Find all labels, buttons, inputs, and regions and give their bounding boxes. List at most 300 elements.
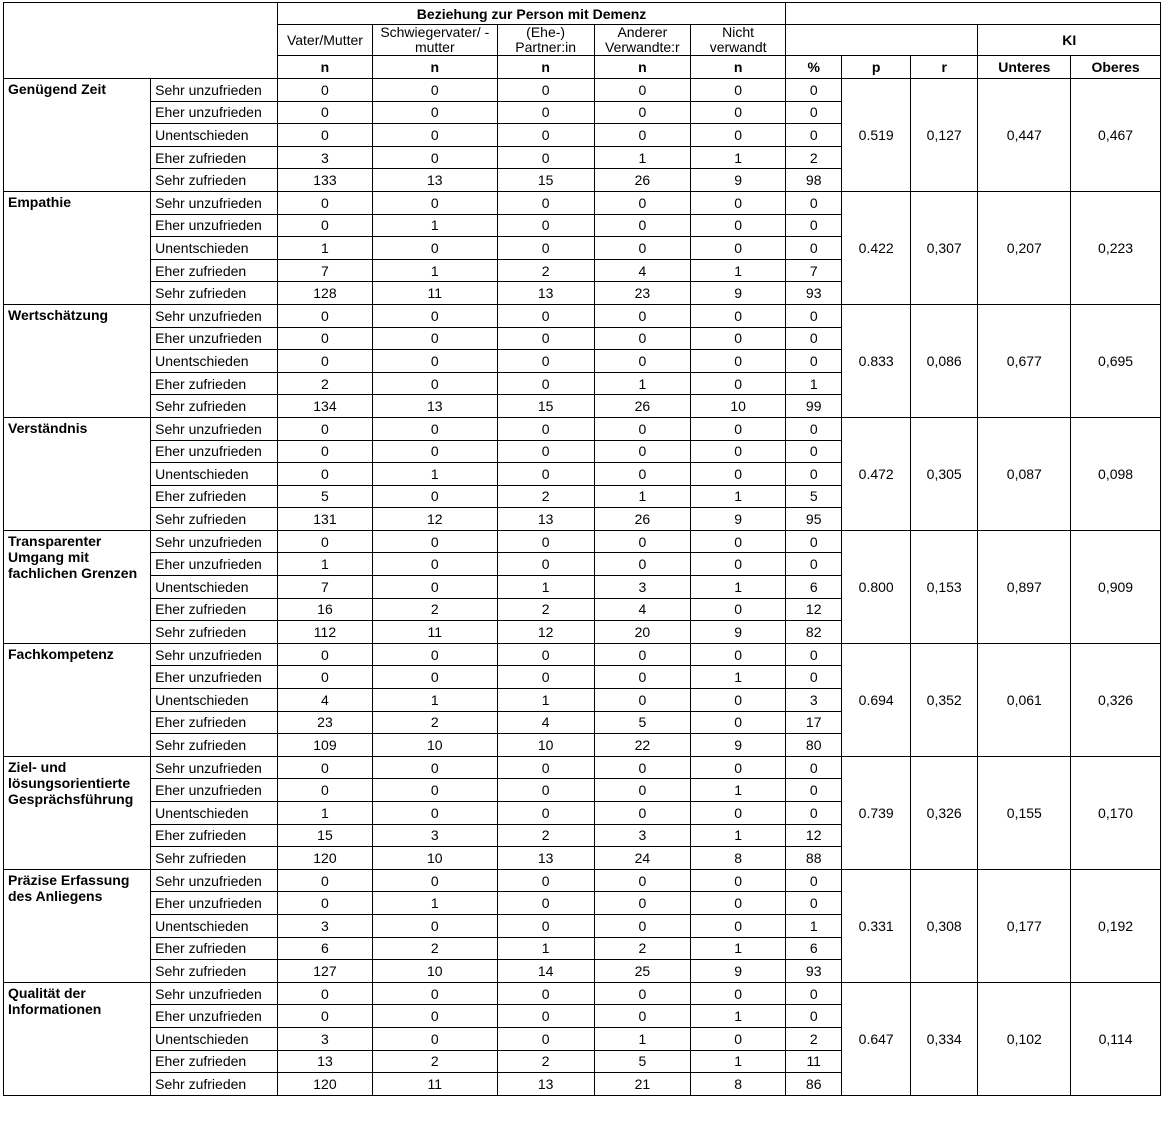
cell-nicht-verwandt: 9 xyxy=(691,169,786,192)
cell-vater-mutter: 13 xyxy=(278,1050,373,1073)
cell-anderer-verwandter: 4 xyxy=(594,598,691,621)
cell-nicht-verwandt: 0 xyxy=(691,643,786,666)
cell-partner: 2 xyxy=(497,824,594,847)
cell-anderer-verwandter: 4 xyxy=(594,259,691,282)
cell-partner: 0 xyxy=(497,417,594,440)
cell-schwiegervater: 10 xyxy=(372,734,497,757)
table-row xyxy=(4,79,1161,102)
cell-partner: 0 xyxy=(497,124,594,147)
response-label: Unentschieden xyxy=(151,689,278,712)
cell-partner: 0 xyxy=(497,350,594,373)
cell-nicht-verwandt: 0 xyxy=(691,304,786,327)
cell-partner: 1 xyxy=(497,937,594,960)
cell-partner: 15 xyxy=(497,169,594,192)
category-label: Transparenter Umgang mit fachlichen Grenzen xyxy=(4,530,151,643)
cell-percent: 88 xyxy=(786,847,842,870)
cell-percent: 6 xyxy=(786,937,842,960)
stats-subheader-blank xyxy=(786,25,978,56)
cell-partner: 0 xyxy=(497,440,594,463)
p-value: 0.739 xyxy=(842,756,911,869)
cell-vater-mutter: 0 xyxy=(278,779,373,802)
cell-nicht-verwandt: 0 xyxy=(691,802,786,825)
cell-nicht-verwandt: 0 xyxy=(691,463,786,486)
cell-nicht-verwandt: 9 xyxy=(691,621,786,644)
cell-vater-mutter: 3 xyxy=(278,1027,373,1050)
cell-vater-mutter: 0 xyxy=(278,666,373,689)
cell-partner: 0 xyxy=(497,756,594,779)
response-label: Sehr unzufrieden xyxy=(151,530,278,553)
cell-partner: 0 xyxy=(497,892,594,915)
cell-nicht-verwandt: 0 xyxy=(691,372,786,395)
cell-vater-mutter: 3 xyxy=(278,914,373,937)
cell-vater-mutter: 0 xyxy=(278,756,373,779)
response-label: Eher zufrieden xyxy=(151,937,278,960)
ki-upper-value: 0,467 xyxy=(1071,79,1161,192)
cell-schwiegervater: 0 xyxy=(372,101,497,124)
cell-percent: 0 xyxy=(786,756,842,779)
cell-schwiegervater: 0 xyxy=(372,79,497,102)
ki-header: KI xyxy=(978,25,1161,56)
cell-partner: 2 xyxy=(497,259,594,282)
response-label: Eher unzufrieden xyxy=(151,1005,278,1028)
cell-anderer-verwandter: 0 xyxy=(594,666,691,689)
cell-vater-mutter: 134 xyxy=(278,395,373,418)
response-label: Eher unzufrieden xyxy=(151,666,278,689)
cell-partner: 0 xyxy=(497,237,594,260)
ki-lower-value: 0,447 xyxy=(978,79,1071,192)
cell-partner: 10 xyxy=(497,734,594,757)
cell-schwiegervater: 2 xyxy=(372,1050,497,1073)
response-label: Eher unzufrieden xyxy=(151,101,278,124)
cell-nicht-verwandt: 0 xyxy=(691,1027,786,1050)
cell-nicht-verwandt: 1 xyxy=(691,937,786,960)
cell-percent: 12 xyxy=(786,824,842,847)
cell-anderer-verwandter: 25 xyxy=(594,960,691,983)
cell-schwiegervater: 0 xyxy=(372,666,497,689)
ki-lower-value: 0,061 xyxy=(978,643,1071,756)
response-label: Eher zufrieden xyxy=(151,485,278,508)
cell-percent: 2 xyxy=(786,1027,842,1050)
cell-anderer-verwandter: 0 xyxy=(594,237,691,260)
cell-partner: 0 xyxy=(497,372,594,395)
cell-partner: 0 xyxy=(497,304,594,327)
cell-partner: 0 xyxy=(497,1027,594,1050)
column-header-nicht-verwandt: Nicht verwandt xyxy=(691,25,786,56)
table-row xyxy=(4,756,1161,779)
cell-percent: 0 xyxy=(786,802,842,825)
column-header-partner: (Ehe-) Partner:in xyxy=(497,25,594,56)
cell-nicht-verwandt: 0 xyxy=(691,914,786,937)
cell-percent: 0 xyxy=(786,982,842,1005)
cell-schwiegervater: 0 xyxy=(372,191,497,214)
cell-nicht-verwandt: 0 xyxy=(691,711,786,734)
cell-anderer-verwandter: 0 xyxy=(594,191,691,214)
cell-partner: 1 xyxy=(497,576,594,599)
response-label: Eher unzufrieden xyxy=(151,553,278,576)
cell-vater-mutter: 109 xyxy=(278,734,373,757)
table-row xyxy=(4,530,1161,553)
cell-nicht-verwandt: 0 xyxy=(691,440,786,463)
r-label: r xyxy=(910,56,978,79)
cell-vater-mutter: 0 xyxy=(278,892,373,915)
cell-partner: 0 xyxy=(497,463,594,486)
ki-lower-value: 0,897 xyxy=(978,530,1071,643)
cell-partner: 0 xyxy=(497,914,594,937)
cell-partner: 2 xyxy=(497,598,594,621)
cell-vater-mutter: 23 xyxy=(278,711,373,734)
column-header-vater-mutter: Vater/Mutter xyxy=(278,25,373,56)
cell-anderer-verwandter: 0 xyxy=(594,779,691,802)
cell-schwiegervater: 0 xyxy=(372,869,497,892)
cell-vater-mutter: 0 xyxy=(278,530,373,553)
cell-percent: 0 xyxy=(786,869,842,892)
cell-schwiegervater: 13 xyxy=(372,395,497,418)
r-value: 0,326 xyxy=(910,756,978,869)
cell-anderer-verwandter: 0 xyxy=(594,350,691,373)
ki-lower-label: Unteres xyxy=(978,56,1071,79)
cell-schwiegervater: 0 xyxy=(372,779,497,802)
cell-percent: 93 xyxy=(786,960,842,983)
cell-anderer-verwandter: 0 xyxy=(594,689,691,712)
cell-percent: 17 xyxy=(786,711,842,734)
cell-partner: 0 xyxy=(497,982,594,1005)
cell-nicht-verwandt: 1 xyxy=(691,1050,786,1073)
cell-schwiegervater: 0 xyxy=(372,146,497,169)
cell-schwiegervater: 0 xyxy=(372,1027,497,1050)
cell-percent: 0 xyxy=(786,304,842,327)
cell-schwiegervater: 0 xyxy=(372,372,497,395)
response-label: Eher zufrieden xyxy=(151,711,278,734)
cell-nicht-verwandt: 0 xyxy=(691,350,786,373)
cell-percent: 99 xyxy=(786,395,842,418)
ki-upper-value: 0,114 xyxy=(1071,982,1161,1095)
cell-anderer-verwandter: 23 xyxy=(594,282,691,305)
cell-percent: 3 xyxy=(786,689,842,712)
cell-vater-mutter: 131 xyxy=(278,508,373,531)
cell-nicht-verwandt: 0 xyxy=(691,237,786,260)
response-label: Eher zufrieden xyxy=(151,372,278,395)
cell-percent: 98 xyxy=(786,169,842,192)
response-label: Sehr zufrieden xyxy=(151,1073,278,1096)
cell-anderer-verwandter: 3 xyxy=(594,824,691,847)
ki-lower-value: 0,087 xyxy=(978,417,1071,530)
cell-anderer-verwandter: 0 xyxy=(594,756,691,779)
cell-nicht-verwandt: 0 xyxy=(691,869,786,892)
cell-percent: 0 xyxy=(786,530,842,553)
cell-vater-mutter: 2 xyxy=(278,372,373,395)
cell-partner: 0 xyxy=(497,666,594,689)
table-container xyxy=(3,2,1161,1096)
response-label: Sehr unzufrieden xyxy=(151,191,278,214)
cell-anderer-verwandter: 0 xyxy=(594,553,691,576)
response-label: Sehr unzufrieden xyxy=(151,79,278,102)
cell-nicht-verwandt: 0 xyxy=(691,417,786,440)
p-value: 0.833 xyxy=(842,304,911,417)
cell-vater-mutter: 128 xyxy=(278,282,373,305)
cell-vater-mutter: 0 xyxy=(278,124,373,147)
cell-vater-mutter: 7 xyxy=(278,576,373,599)
response-label: Sehr unzufrieden xyxy=(151,869,278,892)
cell-partner: 13 xyxy=(497,282,594,305)
cell-schwiegervater: 2 xyxy=(372,598,497,621)
cell-schwiegervater: 3 xyxy=(372,824,497,847)
cell-vater-mutter: 7 xyxy=(278,259,373,282)
r-value: 0,153 xyxy=(910,530,978,643)
cell-anderer-verwandter: 0 xyxy=(594,327,691,350)
ki-lower-value: 0,102 xyxy=(978,982,1071,1095)
cell-percent: 0 xyxy=(786,1005,842,1028)
cell-schwiegervater: 0 xyxy=(372,643,497,666)
cell-nicht-verwandt: 9 xyxy=(691,960,786,983)
cell-vater-mutter: 0 xyxy=(278,463,373,486)
ki-upper-value: 0,170 xyxy=(1071,756,1161,869)
response-label: Eher zufrieden xyxy=(151,824,278,847)
cell-schwiegervater: 10 xyxy=(372,847,497,870)
cell-percent: 7 xyxy=(786,259,842,282)
cell-partner: 2 xyxy=(497,485,594,508)
response-label: Eher unzufrieden xyxy=(151,440,278,463)
cell-nicht-verwandt: 0 xyxy=(691,756,786,779)
cell-percent: 0 xyxy=(786,327,842,350)
cell-nicht-verwandt: 0 xyxy=(691,79,786,102)
cell-vater-mutter: 6 xyxy=(278,937,373,960)
response-label: Sehr zufrieden xyxy=(151,508,278,531)
r-value: 0,127 xyxy=(910,79,978,192)
category-label: Empathie xyxy=(4,191,151,304)
cell-vater-mutter: 0 xyxy=(278,417,373,440)
cell-percent: 6 xyxy=(786,576,842,599)
cell-schwiegervater: 0 xyxy=(372,440,497,463)
results-table xyxy=(3,2,1161,1096)
cell-partner: 0 xyxy=(497,869,594,892)
cell-percent: 0 xyxy=(786,350,842,373)
cell-percent: 82 xyxy=(786,621,842,644)
cell-partner: 0 xyxy=(497,327,594,350)
cell-schwiegervater: 0 xyxy=(372,1005,497,1028)
cell-anderer-verwandter: 1 xyxy=(594,146,691,169)
cell-nicht-verwandt: 1 xyxy=(691,666,786,689)
cell-nicht-verwandt: 9 xyxy=(691,508,786,531)
table-row xyxy=(4,191,1161,214)
cell-schwiegervater: 2 xyxy=(372,937,497,960)
ki-lower-value: 0,177 xyxy=(978,869,1071,982)
cell-anderer-verwandter: 3 xyxy=(594,576,691,599)
r-value: 0,086 xyxy=(910,304,978,417)
response-label: Sehr unzufrieden xyxy=(151,756,278,779)
ki-lower-value: 0,155 xyxy=(978,756,1071,869)
r-value: 0,307 xyxy=(910,191,978,304)
category-label: Ziel- und lösungsorientierte Gesprächsführung xyxy=(4,756,151,869)
cell-partner: 13 xyxy=(497,508,594,531)
cell-partner: 0 xyxy=(497,1005,594,1028)
cell-anderer-verwandter: 2 xyxy=(594,937,691,960)
cell-vater-mutter: 15 xyxy=(278,824,373,847)
cell-anderer-verwandter: 0 xyxy=(594,530,691,553)
cell-percent: 12 xyxy=(786,598,842,621)
cell-anderer-verwandter: 22 xyxy=(594,734,691,757)
cell-anderer-verwandter: 26 xyxy=(594,508,691,531)
cell-vater-mutter: 1 xyxy=(278,802,373,825)
n-label: n xyxy=(372,56,497,79)
response-label: Sehr zufrieden xyxy=(151,960,278,983)
percent-label: % xyxy=(786,56,842,79)
cell-schwiegervater: 2 xyxy=(372,711,497,734)
cell-percent: 0 xyxy=(786,101,842,124)
cell-anderer-verwandter: 0 xyxy=(594,214,691,237)
response-label: Sehr zufrieden xyxy=(151,621,278,644)
cell-percent: 0 xyxy=(786,779,842,802)
cell-schwiegervater: 0 xyxy=(372,553,497,576)
cell-partner: 1 xyxy=(497,689,594,712)
cell-nicht-verwandt: 0 xyxy=(691,101,786,124)
cell-anderer-verwandter: 0 xyxy=(594,101,691,124)
table-row xyxy=(4,304,1161,327)
cell-percent: 95 xyxy=(786,508,842,531)
ki-upper-value: 0,909 xyxy=(1071,530,1161,643)
cell-percent: 0 xyxy=(786,440,842,463)
cell-partner: 12 xyxy=(497,621,594,644)
cell-anderer-verwandter: 0 xyxy=(594,79,691,102)
category-label: Fachkompetenz xyxy=(4,643,151,756)
cell-schwiegervater: 0 xyxy=(372,914,497,937)
response-label: Sehr unzufrieden xyxy=(151,417,278,440)
cell-nicht-verwandt: 1 xyxy=(691,779,786,802)
category-label: Genügend Zeit xyxy=(4,79,151,192)
cell-vater-mutter: 120 xyxy=(278,1073,373,1096)
cell-schwiegervater: 1 xyxy=(372,689,497,712)
column-header-schwiegervater: Schwiegervater/ -mutter xyxy=(372,25,497,56)
cell-partner: 2 xyxy=(497,1050,594,1073)
cell-partner: 0 xyxy=(497,553,594,576)
cell-schwiegervater: 0 xyxy=(372,576,497,599)
cell-anderer-verwandter: 26 xyxy=(594,169,691,192)
response-label: Eher unzufrieden xyxy=(151,892,278,915)
cell-nicht-verwandt: 0 xyxy=(691,530,786,553)
cell-vater-mutter: 0 xyxy=(278,214,373,237)
response-label: Sehr unzufrieden xyxy=(151,304,278,327)
cell-nicht-verwandt: 10 xyxy=(691,395,786,418)
p-value: 0.694 xyxy=(842,643,911,756)
cell-nicht-verwandt: 1 xyxy=(691,485,786,508)
cell-percent: 2 xyxy=(786,146,842,169)
cell-anderer-verwandter: 0 xyxy=(594,802,691,825)
cell-schwiegervater: 10 xyxy=(372,960,497,983)
cell-nicht-verwandt: 8 xyxy=(691,1073,786,1096)
cell-percent: 80 xyxy=(786,734,842,757)
cell-schwiegervater: 11 xyxy=(372,282,497,305)
cell-vater-mutter: 16 xyxy=(278,598,373,621)
cell-vater-mutter: 4 xyxy=(278,689,373,712)
cell-percent: 0 xyxy=(786,463,842,486)
table-row xyxy=(4,869,1161,892)
cell-vater-mutter: 3 xyxy=(278,146,373,169)
cell-vater-mutter: 5 xyxy=(278,485,373,508)
cell-vater-mutter: 1 xyxy=(278,553,373,576)
response-label: Unentschieden xyxy=(151,237,278,260)
response-label: Sehr unzufrieden xyxy=(151,982,278,1005)
response-label: Eher unzufrieden xyxy=(151,327,278,350)
table-header xyxy=(4,3,1161,79)
ki-upper-value: 0,192 xyxy=(1071,869,1161,982)
cell-schwiegervater: 0 xyxy=(372,327,497,350)
p-value: 0.800 xyxy=(842,530,911,643)
cell-percent: 5 xyxy=(786,485,842,508)
cell-nicht-verwandt: 0 xyxy=(691,598,786,621)
cell-schwiegervater: 13 xyxy=(372,169,497,192)
response-label: Unentschieden xyxy=(151,802,278,825)
cell-vater-mutter: 0 xyxy=(278,869,373,892)
response-label: Eher zufrieden xyxy=(151,598,278,621)
cell-schwiegervater: 1 xyxy=(372,259,497,282)
cell-anderer-verwandter: 1 xyxy=(594,485,691,508)
stats-header-blank xyxy=(786,3,1161,25)
ki-upper-value: 0,695 xyxy=(1071,304,1161,417)
category-label: Präzise Erfassung des Anliegens xyxy=(4,869,151,982)
cell-anderer-verwandter: 20 xyxy=(594,621,691,644)
cell-vater-mutter: 133 xyxy=(278,169,373,192)
cell-anderer-verwandter: 5 xyxy=(594,711,691,734)
response-label: Unentschieden xyxy=(151,576,278,599)
cell-percent: 0 xyxy=(786,191,842,214)
cell-nicht-verwandt: 0 xyxy=(691,214,786,237)
category-label: Verständnis xyxy=(4,417,151,530)
cell-partner: 0 xyxy=(497,146,594,169)
cell-percent: 1 xyxy=(786,372,842,395)
category-label: Qualität der Informationen xyxy=(4,982,151,1095)
cell-anderer-verwandter: 0 xyxy=(594,463,691,486)
response-label: Unentschieden xyxy=(151,914,278,937)
ki-upper-value: 0,098 xyxy=(1071,417,1161,530)
response-label: Eher zufrieden xyxy=(151,146,278,169)
cell-vater-mutter: 0 xyxy=(278,101,373,124)
cell-anderer-verwandter: 0 xyxy=(594,643,691,666)
cell-schwiegervater: 11 xyxy=(372,1073,497,1096)
p-value: 0.331 xyxy=(842,869,911,982)
cell-percent: 0 xyxy=(786,892,842,915)
table-row xyxy=(4,643,1161,666)
n-label: n xyxy=(594,56,691,79)
table-row xyxy=(4,417,1161,440)
cell-schwiegervater: 0 xyxy=(372,124,497,147)
cell-vater-mutter: 0 xyxy=(278,1005,373,1028)
cell-percent: 0 xyxy=(786,643,842,666)
cell-anderer-verwandter: 24 xyxy=(594,847,691,870)
cell-schwiegervater: 0 xyxy=(372,417,497,440)
r-value: 0,334 xyxy=(910,982,978,1095)
category-label: Wertschätzung xyxy=(4,304,151,417)
group-title: Beziehung zur Person mit Demenz xyxy=(278,3,786,25)
cell-nicht-verwandt: 0 xyxy=(691,553,786,576)
cell-percent: 93 xyxy=(786,282,842,305)
cell-schwiegervater: 0 xyxy=(372,237,497,260)
cell-anderer-verwandter: 0 xyxy=(594,304,691,327)
cell-percent: 86 xyxy=(786,1073,842,1096)
table-row xyxy=(4,982,1161,1005)
cell-vater-mutter: 127 xyxy=(278,960,373,983)
cell-percent: 0 xyxy=(786,214,842,237)
cell-nicht-verwandt: 9 xyxy=(691,734,786,757)
cell-partner: 0 xyxy=(497,101,594,124)
cell-vater-mutter: 0 xyxy=(278,79,373,102)
table-body xyxy=(4,79,1161,1096)
cell-anderer-verwandter: 0 xyxy=(594,982,691,1005)
cell-nicht-verwandt: 8 xyxy=(691,847,786,870)
cell-partner: 0 xyxy=(497,79,594,102)
cell-vater-mutter: 0 xyxy=(278,643,373,666)
cell-schwiegervater: 0 xyxy=(372,530,497,553)
cell-percent: 0 xyxy=(786,124,842,147)
response-label: Eher unzufrieden xyxy=(151,779,278,802)
